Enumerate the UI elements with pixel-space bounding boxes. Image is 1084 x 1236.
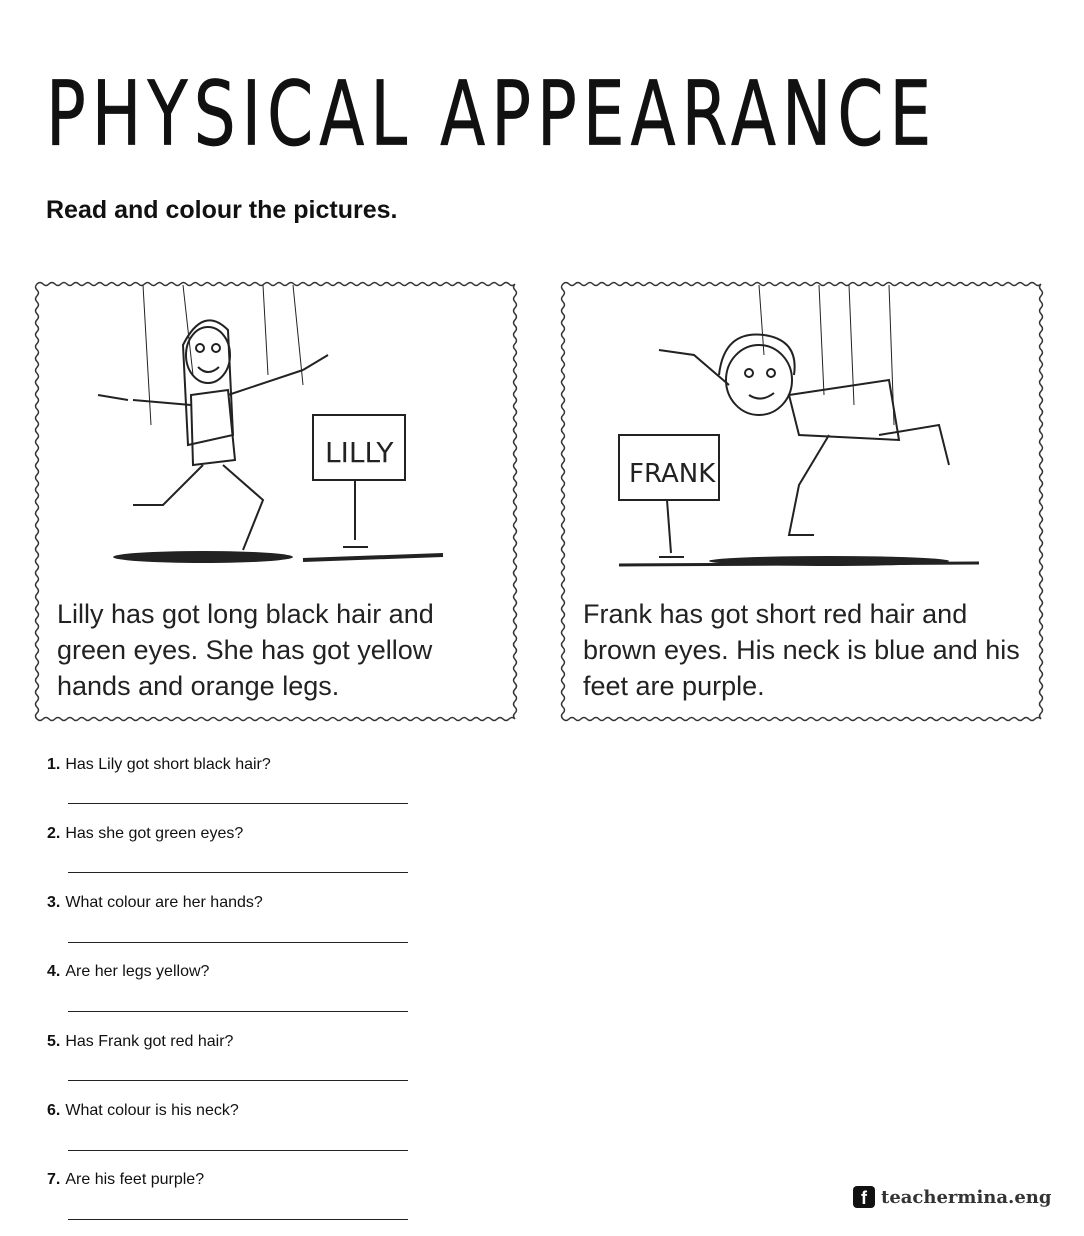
question-4 — [47, 963, 209, 981]
question-5 — [47, 1033, 233, 1051]
answer-line-4[interactable] — [68, 1011, 408, 1012]
answer-line-1[interactable] — [68, 803, 408, 804]
answer-line-3[interactable] — [68, 942, 408, 943]
answer-line-6[interactable] — [68, 1150, 408, 1151]
lilly-sign-text: LILLY — [325, 436, 394, 469]
frank-card — [559, 280, 1045, 723]
frank-description: Frank has got short red hair and brown eyes. His neck is blue and his feet are purple. — [583, 599, 1020, 701]
answer-line-5[interactable] — [68, 1080, 408, 1081]
question-1 — [47, 756, 271, 774]
question-7 — [47, 1171, 204, 1189]
lilly-description: Lilly has got long black hair and green eyes. She has got yellow hands and orange legs. — [57, 599, 434, 701]
question-number: 7. — [47, 1171, 61, 1188]
question-number: 6. — [47, 1102, 61, 1119]
question-text: Has Frank got red hair? — [65, 1033, 234, 1050]
question-text: Are his feet purple? — [65, 1171, 205, 1188]
question-2 — [47, 825, 243, 843]
question-6 — [47, 1102, 239, 1120]
lilly-puppet-illustration — [73, 285, 493, 575]
answer-line-2[interactable] — [68, 872, 408, 873]
question-number: 4. — [47, 963, 61, 980]
question-text: What colour is his neck? — [65, 1102, 239, 1119]
question-text: Has she got green eyes? — [65, 825, 244, 842]
answer-line-7[interactable] — [68, 1219, 408, 1220]
question-text: Has Lily got short black hair? — [65, 756, 271, 773]
question-3 — [47, 894, 263, 912]
question-number: 5. — [47, 1033, 61, 1050]
frank-puppet-illustration — [599, 285, 1019, 575]
footer-brand — [853, 1186, 1051, 1208]
question-number: 1. — [47, 756, 61, 773]
question-text: Are her legs yellow? — [65, 963, 210, 980]
instruction: Read and colour the pictures. — [46, 196, 398, 224]
question-text: What colour are her hands? — [65, 894, 263, 911]
page-title: PHYSICAL APPEARANCE — [46, 62, 938, 166]
question-number: 3. — [47, 894, 61, 911]
brand-handle: teachermina.eng — [881, 1186, 1052, 1208]
lilly-card — [33, 280, 519, 723]
frank-sign-text: FRANK — [629, 459, 716, 489]
facebook-icon: f — [853, 1186, 875, 1208]
question-number: 2. — [47, 825, 61, 842]
